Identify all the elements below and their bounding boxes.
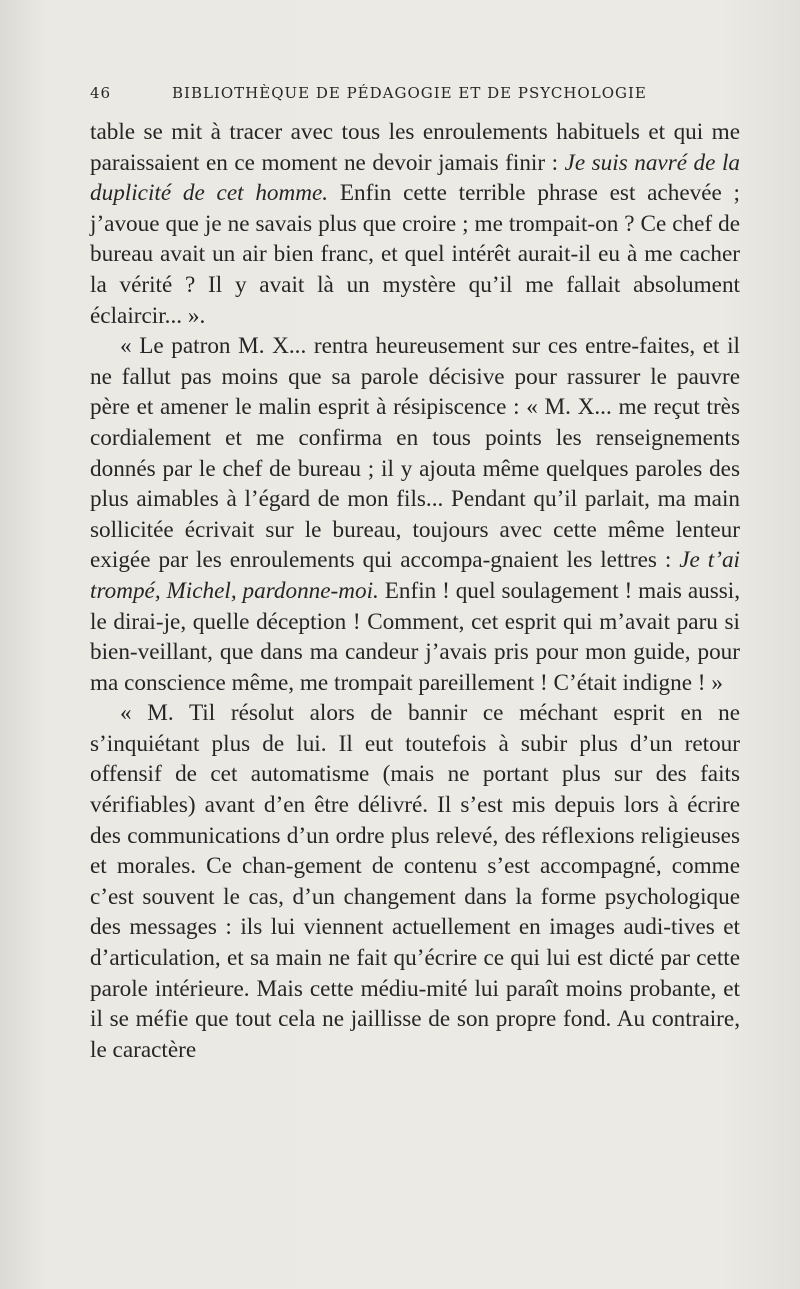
- paragraph-text: Enfin cette terrible phrase est achevée ; j’avoue que je ne savais plus que croire ; me trompait-on ? Ce chef de bureau avait un air bien franc, et quel intérêt aurait-il eu à me cacher la vérité ? Il y avait là un mystère qu’il me fallait absolument éclaircir... ».: [90, 180, 740, 329]
- paragraph-text: table se mit à tracer avec tous les enroulements habituels et qui me paraissaient en ce moment ne devoir jamais finir :: [90, 119, 740, 176]
- paragraph-text: « Le patron M. X... rentra heureusement sur ces entre-faites, et il ne fallut pas moins que sa parole décisive pour rassurer le pauvre père et amener le malin esprit à résipiscence : « M. X... me reçut très cordialement et me confirma en tous points les renseignements donnés par le chef de bureau ; il y ajouta même quelques paroles des plus aimables à l’égard de mon fils... Pendant qu’il parlait, ma main sollicitée écrivait sur le bureau, toujours avec cette même lenteur exigée par les enroulements qui accompa-gnaient les lettres :: [90, 333, 740, 574]
- running-header: [90, 84, 740, 106]
- paragraph-continuation: [90, 117, 740, 331]
- page-number: 46: [90, 84, 112, 102]
- italic-quote: Je suis navré de la duplicité de cet homme.: [90, 149, 740, 207]
- paragraph: [90, 331, 740, 698]
- running-title: BIBLIOTHÈQUE DE PÉDAGOGIE ET DE PSYCHOLOGIE: [172, 84, 647, 102]
- paragraph: « M. Til résolut alors de bannir ce méchant esprit en ne s’inquiétant plus de lui. Il eut toutefois à subir plus d’un retour offensif de cet automatisme (mais ne portant plus sur des faits vérifiables) avant d’en être délivré. Il s’est mis depuis lors à écrire des communications d’un ordre plus relevé, des réflexions religieuses et morales. Ce chan-gement de contenu s’est accompagné, comme c’est souvent le cas, d’un changement dans la forme psychologique des messages : ils lui viennent actuellement en images audi-tives et d’articulation, et sa main ne fait qu’écrire ce qui lui est dicté par cette parole intérieure. Mais cette médiu-mité lui paraît moins probante, et il se méfie que tout cela ne jaillisse de son propre fond. Au contraire, le caractère: [90, 700, 740, 1063]
- italic-quote: Je t’ai trompé, Michel, pardonne-moi.: [90, 547, 740, 604]
- body-text: [90, 117, 740, 1065]
- paragraph-text: Enfin ! quel soulagement ! mais aussi, le dirai-je, quelle déception ! Comment, cet esprit qui m’avait paru si bien-veillant, que dans ma candeur j’avais pris pour mon guide, pour ma conscience même, me trompait pareillement ! C’était indigne ! »: [90, 577, 740, 696]
